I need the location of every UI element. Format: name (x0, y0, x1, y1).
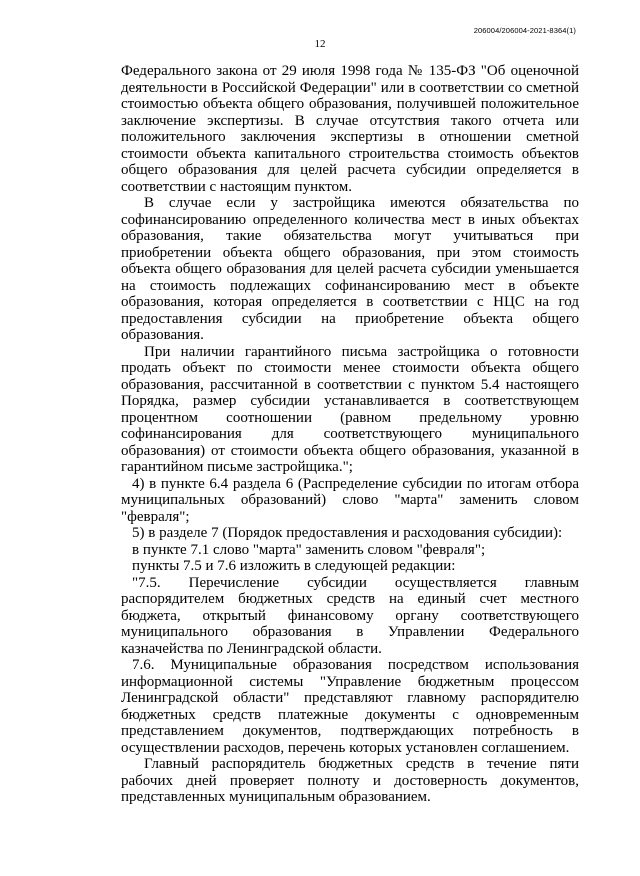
document-body (121, 63, 579, 806)
paragraph-cofinancing: В случае если у застройщика имеются обязательства по софинансированию определенного количества мест в иных объектах образования, такие обязательства могут учитываться при приобретении объекта общего образования, при этом стоимость объекта общего образования для целей расчета субсидии уменьшается на стоимость подлежащих софинансированию мест в объекте образования, которая определяется в соответствии с НЦС на год предоставления субсидии на приобретение объекта общего образования. (121, 195, 579, 343)
paragraph-item-4: 4) в пункте 6.4 раздела 6 (Распределение субсидии по итогам отбора муниципальных образований) слово "марта" заменить словом "февраля"; (121, 475, 579, 525)
paragraph-7-6: 7.6. Муниципальные образования посредством использования информационной системы "Управление бюджетным процессом Ленинградской области" представляют главному распорядителю бюджетных средств платежные документы с одновременным представлением документов, подтверждающих потребность в осуществлении расходов, перечень которых установлен соглашением. (121, 657, 579, 756)
paragraph-continuation: Федерального закона от 29 июля 1998 года № 135-ФЗ "Об оценочной деятельности в Российской Федерации" или в соответствии со сметной стоимостью объекта общего образования, получившей положительное заключение экспертизы. В случае отсутствия такого отчета или положительного заключения экспертизы в отношении сметной стоимости объекта капитального строительства стоимость объектов общего образования для целей расчета субсидии определяется в соответствии с настоящим пунктом. (121, 63, 579, 195)
paragraph-items-7-5-7-6: пункты 7.5 и 7.6 изложить в следующей редакции: (132, 558, 456, 574)
paragraph-7-5: "7.5. Перечисление субсидии осуществляется главным распорядителем бюджетных средств на единый счет местного бюджета, открытый финансовому органу соответствующего муниципального образования в Управлении Федерального казначейства по Ленинградской области. (121, 574, 579, 657)
document-id: 206004/206004-2021-8364(1) (473, 26, 576, 35)
paragraph-guarantee-letter: При наличии гарантийного письма застройщика о готовности продать объект по стоимости менее стоимости объекта общего образования, рассчитанной в соответствии с пунктом 5.4 настоящего Порядка, размер субсидии устанавливается в соответствующем процентном соотношении (равном предельному уровню софинансирования для соответствующего муниципального образования) от стоимости объекта общего образования, указанной в гарантийном письме застройщика."; (121, 343, 579, 475)
page-number: 12 (314, 38, 326, 50)
paragraph-main-manager: Главный распорядитель бюджетных средств в течение пяти рабочих дней проверяет полноту и достоверность документов, представленных муниципальным образованием. (121, 756, 579, 805)
paragraph-item-5: 5) в разделе 7 (Порядок предоставления и расходования субсидии): (132, 525, 563, 541)
paragraph-item-7-1: в пункте 7.1 слово "марта" заменить словом "февраля"; (132, 541, 486, 558)
